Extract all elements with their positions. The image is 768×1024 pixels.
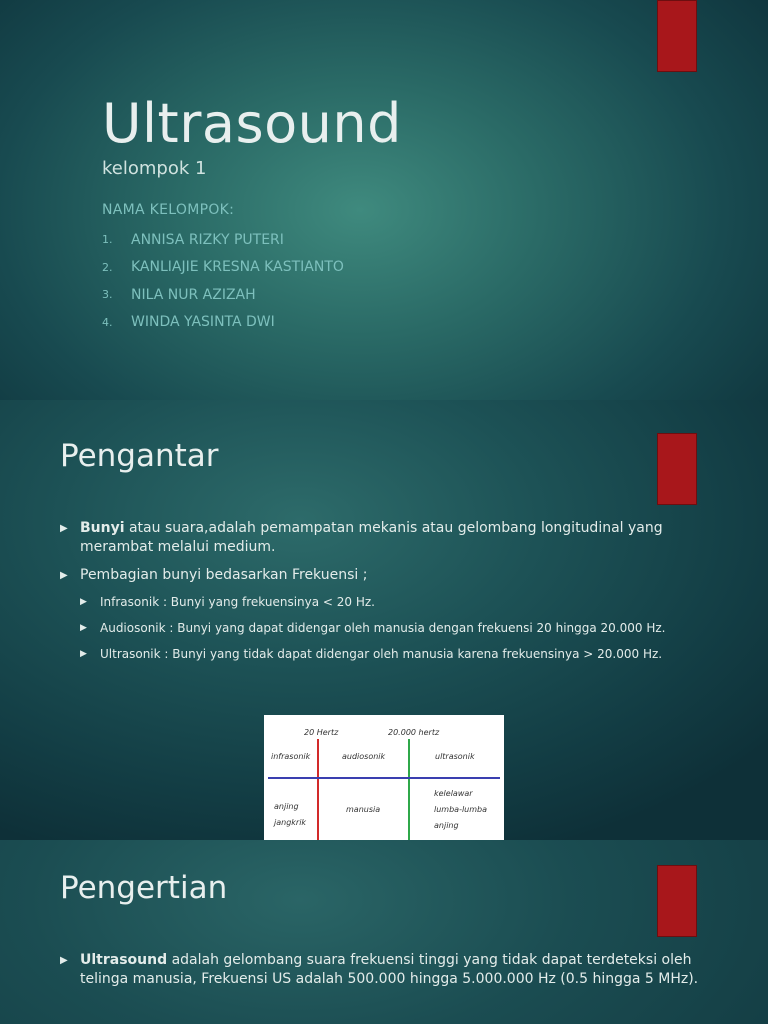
bullet-arrow-icon: ▶ bbox=[60, 523, 68, 534]
list-item: 3. NILA NUR AZIZAH bbox=[102, 286, 256, 303]
label-20000hz: 20.000 hertz bbox=[388, 728, 440, 737]
pengertian-slide bbox=[0, 840, 768, 1024]
list-item: ▶ Infrasonik : Bunyi yang frekuensinya < 20 Hz. bbox=[80, 595, 375, 609]
slide-title: Ultrasound bbox=[102, 92, 402, 155]
slide-subtitle: kelompok 1 bbox=[102, 158, 207, 179]
audio-example-1: manusia bbox=[346, 805, 381, 814]
section-title: Pengantar bbox=[60, 438, 219, 474]
bullet-list bbox=[60, 519, 710, 672]
members-list bbox=[102, 226, 344, 336]
list-item: 1. ANNISA RIZKY PUTERI bbox=[102, 231, 284, 248]
infra-example-2: jangkrik bbox=[274, 818, 307, 827]
label-20hz: 20 Hertz bbox=[304, 728, 339, 737]
frequency-diagram bbox=[264, 715, 504, 840]
members-heading: NAMA KELOMPOK: bbox=[102, 202, 235, 218]
list-item: ▶ Pembagian bunyi bedasarkan Frekuensi ; ▶ Infrasonik : Bunyi yang frekuensinya < 20 Hz. ▶ Audiosonik : Bunyi yang dapat didengar oleh manusia dengan frekuensi 20 hingga 20.000 Hz. ▶ Ultrasonik : Bunyi yang tidak dapat didengar oleh manusia karena frekuensinya > 20.000 Hz. bbox=[60, 566, 710, 663]
accent-bar bbox=[657, 865, 697, 937]
bullet-arrow-icon: ▶ bbox=[60, 570, 68, 581]
pengantar-slide bbox=[0, 400, 768, 840]
frequency-diagram-svg bbox=[264, 715, 504, 840]
list-item: ▶ Ultrasound adalah gelombang suara frekuensi tinggi yang tidak dapat terdeteksi oleh telinga manusia, Frekuensi US adalah 500.000 hingga 5.000.000 Hz (0.5 hingga 5 MHz). bbox=[60, 952, 699, 987]
accent-bar bbox=[657, 0, 697, 72]
bullet-arrow-icon: ▶ bbox=[80, 649, 87, 659]
col-infrasonik: infrasonik bbox=[271, 752, 311, 761]
title-slide bbox=[0, 0, 768, 400]
ultra-example-1: kelelawar bbox=[434, 789, 473, 798]
section-title: Pengertian bbox=[60, 870, 228, 906]
col-ultrasonik: ultrasonik bbox=[435, 752, 475, 761]
accent-bar bbox=[657, 433, 697, 505]
bullet-arrow-icon: ▶ bbox=[60, 955, 68, 966]
bullet-arrow-icon: ▶ bbox=[80, 623, 87, 633]
list-item: 2. KANLIAJIE KRESNA KASTIANTO bbox=[102, 259, 344, 276]
infra-example-1: anjing bbox=[274, 802, 299, 811]
bullet-list bbox=[60, 951, 710, 998]
ultra-example-3: anjing bbox=[434, 821, 459, 830]
list-item: 4. WINDA YASINTA DWI bbox=[102, 314, 275, 331]
sub-bullet-list bbox=[80, 594, 710, 663]
list-item: ▶ Bunyi atau suara,adalah pemampatan mekanis atau gelombang longitudinal yang merambat melalui medium. bbox=[60, 520, 663, 555]
bullet-arrow-icon: ▶ bbox=[80, 597, 87, 607]
ultra-example-2: lumba-lumba bbox=[434, 805, 488, 814]
list-item: ▶ Audiosonik : Bunyi yang dapat didengar oleh manusia dengan frekuensi 20 hingga 20.000 Hz. bbox=[80, 621, 666, 635]
col-audiosonik: audiosonik bbox=[342, 752, 386, 761]
list-item: ▶ Ultrasonik : Bunyi yang tidak dapat didengar oleh manusia karena frekuensinya > 20.000 Hz. bbox=[80, 647, 663, 661]
